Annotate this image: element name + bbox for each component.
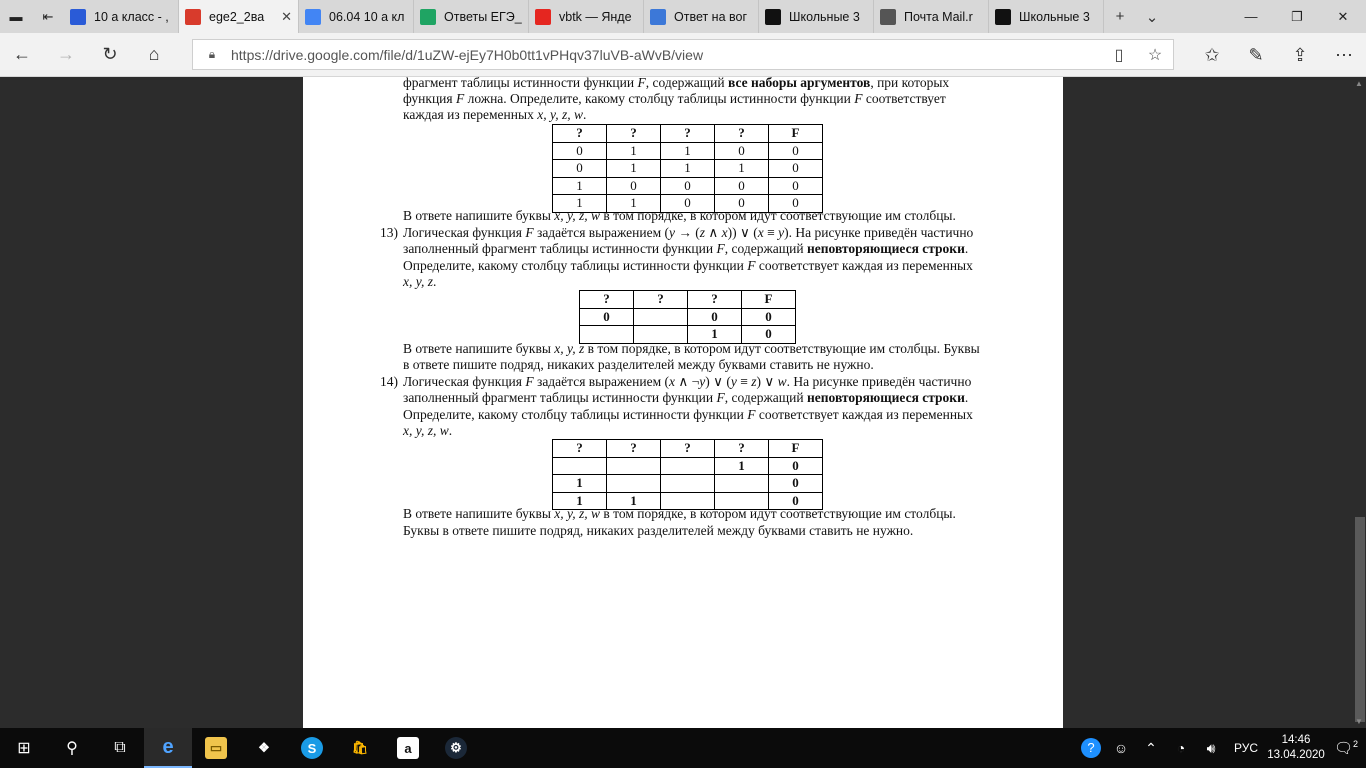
text-line: заполненный фрагмент таблицы истинности функции F, содержащий неповторяющиеся строки. bbox=[403, 241, 969, 256]
home-icon[interactable]: ⌂ bbox=[148, 44, 160, 64]
table-header-row bbox=[580, 291, 796, 309]
show-hidden-icons-chevron[interactable]: ⌃ bbox=[1145, 739, 1157, 756]
table-cell: 1 bbox=[553, 475, 607, 493]
people-icon[interactable]: ☺ bbox=[1113, 740, 1129, 756]
web-note-icon[interactable]: ✎ bbox=[1248, 44, 1264, 65]
browser-tab[interactable] bbox=[759, 0, 874, 33]
table-cell: 1 bbox=[607, 492, 661, 510]
table-cell: 1 bbox=[661, 142, 715, 160]
search-icon[interactable]: ⚲ bbox=[66, 740, 78, 757]
table-cell: 0 bbox=[553, 160, 607, 178]
browser-tab[interactable] bbox=[414, 0, 529, 33]
clock-time: 14:46 bbox=[1281, 734, 1311, 746]
table-cell: 1 bbox=[688, 326, 742, 344]
table-cell bbox=[607, 475, 661, 493]
notification-count: 2 bbox=[1353, 739, 1359, 749]
browser-tab[interactable] bbox=[874, 0, 989, 33]
text-line: в ответе пишите подряд, никаких разделителей между буквами ставить не нужно. bbox=[403, 357, 874, 372]
text-line: x, y, z, w. bbox=[403, 423, 453, 438]
file-explorer-icon[interactable]: ▭ bbox=[192, 728, 240, 768]
network-icon[interactable]: ◔ bbox=[1176, 740, 1186, 756]
table-cell: 0 bbox=[661, 195, 715, 213]
table-cell bbox=[715, 475, 769, 493]
forward-icon[interactable]: → bbox=[57, 44, 75, 64]
table-cell: 0 bbox=[769, 457, 823, 475]
table-cell: 1 bbox=[553, 177, 607, 195]
table-cell: 0 bbox=[769, 142, 823, 160]
table-cell: 1 bbox=[607, 142, 661, 160]
answer-instructions-q14: В ответе напишите буквы x, y, z, w в том порядке, в котором идут соответствующие им столбцы. bbox=[403, 506, 956, 521]
browser-tab[interactable] bbox=[989, 0, 1104, 33]
table-row bbox=[553, 177, 823, 195]
volume-icon[interactable]: 🔊︎ bbox=[1206, 739, 1216, 756]
znanija-icon bbox=[995, 9, 1011, 25]
tab-strip bbox=[0, 0, 1366, 33]
truth-table-q12 bbox=[552, 124, 823, 213]
minimize-icon[interactable]: — bbox=[1244, 9, 1258, 24]
doc-icon bbox=[70, 9, 86, 25]
question-14-text: Логическая функция F задаётся выражением (x ∧ ¬y) ∨ (y ≡ z) ∨ w. На рисунке приведён частично bbox=[403, 374, 972, 389]
edge-taskbar-icon[interactable]: e bbox=[144, 728, 192, 768]
start-windows-icon[interactable]: ⊞ bbox=[17, 740, 31, 757]
store-icon[interactable]: 🛍︎ bbox=[351, 740, 369, 755]
table-cell bbox=[634, 308, 688, 326]
text-line: заполненный фрагмент таблицы истинности функции F, содержащий неповторяющиеся строки. bbox=[403, 390, 969, 405]
steam-icon[interactable]: ⚙ bbox=[432, 728, 480, 768]
clock[interactable] bbox=[1266, 733, 1326, 763]
table-cell: 1 bbox=[607, 195, 661, 213]
table-row bbox=[553, 457, 823, 475]
reading-view-icon[interactable]: ▯ bbox=[1114, 46, 1124, 64]
table-cell bbox=[661, 457, 715, 475]
table-cell: 1 bbox=[607, 160, 661, 178]
browser-tab[interactable] bbox=[64, 0, 179, 33]
tab-title: Школьные 3 bbox=[789, 9, 860, 24]
truth-table-q13 bbox=[579, 290, 796, 344]
help-icon[interactable]: ? bbox=[1076, 738, 1106, 758]
table-cell: 0 bbox=[553, 142, 607, 160]
text-line: Определите, какому столбцу таблицы истинности функции F соответствует каждая из переменных bbox=[403, 258, 973, 273]
yandex-icon bbox=[535, 9, 551, 25]
table-row bbox=[580, 308, 796, 326]
restore-icon[interactable]: ❐ bbox=[1291, 8, 1303, 24]
table-row bbox=[553, 475, 823, 493]
browser-tab[interactable] bbox=[644, 0, 759, 33]
table-cell: 0 bbox=[580, 308, 634, 326]
dropbox-icon[interactable]: ❖ bbox=[258, 740, 270, 755]
table-cell bbox=[607, 457, 661, 475]
browser-tab[interactable] bbox=[179, 0, 299, 33]
scrollbar-thumb[interactable] bbox=[1355, 517, 1365, 722]
windows-taskbar bbox=[0, 728, 1366, 768]
close-window-icon[interactable]: ✕ bbox=[1337, 8, 1349, 24]
tab-title: vbtk — Янде bbox=[559, 9, 632, 24]
table-header-cell: ? bbox=[688, 291, 742, 309]
pdf-page bbox=[303, 77, 1063, 728]
table-header-cell: ? bbox=[553, 440, 607, 458]
table-header-cell: ? bbox=[715, 440, 769, 458]
text-line: каждая из переменных x, y, z, w. bbox=[403, 107, 587, 122]
text-line: фрагмент таблицы истинности функции F, содержащий все наборы аргументов, при которых bbox=[403, 75, 950, 90]
favorites-hub-icon[interactable]: ✩ bbox=[1204, 44, 1220, 65]
table-header-cell: ? bbox=[661, 440, 715, 458]
set-aside-tabs-icon[interactable]: ⇤ bbox=[42, 8, 54, 24]
table-cell: 0 bbox=[742, 308, 796, 326]
table-cell: 0 bbox=[742, 326, 796, 344]
favorite-star-icon[interactable]: ☆ bbox=[1147, 46, 1163, 64]
address-bar[interactable] bbox=[192, 39, 1174, 70]
table-cell bbox=[661, 475, 715, 493]
tab-title: Почта Mail.r bbox=[904, 9, 973, 24]
table-cell: 1 bbox=[715, 457, 769, 475]
table-header-cell: F bbox=[769, 125, 823, 143]
znanija-icon bbox=[765, 9, 781, 25]
table-cell bbox=[553, 457, 607, 475]
text-line: функция F ложна. Определите, какому столбцу таблицы истинности функции F соответствует bbox=[403, 91, 946, 106]
browser-tab[interactable] bbox=[299, 0, 414, 33]
table-header-cell: F bbox=[742, 291, 796, 309]
text-line: x, y, z. bbox=[403, 274, 437, 289]
table-header-cell: ? bbox=[607, 440, 661, 458]
table-header-cell: ? bbox=[607, 125, 661, 143]
lock-icon: 🔒︎ bbox=[208, 47, 216, 61]
navigation-bar bbox=[0, 33, 1366, 77]
mail-icon bbox=[880, 9, 896, 25]
pdf-icon bbox=[185, 9, 201, 25]
answer-instructions-q12: В ответе напишите буквы x, y, z, w в том порядке, в котором идут соответствующие им столбцы. bbox=[403, 208, 956, 223]
text-line: Буквы в ответе пишите подряд, никаких разделителей между буквами ставить не нужно. bbox=[403, 523, 914, 538]
table-row bbox=[553, 160, 823, 178]
table-header-cell: ? bbox=[634, 291, 688, 309]
table-header-cell: ? bbox=[661, 125, 715, 143]
pdf-viewer bbox=[0, 77, 1366, 728]
browser-tab[interactable] bbox=[529, 0, 644, 33]
question-13-text: Логическая функция F задаётся выражением (y → (z ∧ x)) ∨ (x ≡ y). На рисунке приведён частично bbox=[403, 225, 974, 240]
table-cell: 0 bbox=[688, 308, 742, 326]
url-text[interactable]: https://drive.google.com/file/d/1uZW-ejEy7H0b0tt1vPHqv37luVB-aWvB/view bbox=[231, 46, 704, 63]
text-line: Определите, какому столбцу таблицы истинности функции F соответствует каждая из переменных bbox=[403, 407, 973, 422]
question-number-13: 13) bbox=[380, 225, 398, 240]
table-cell: 0 bbox=[715, 177, 769, 195]
table-cell: 0 bbox=[661, 177, 715, 195]
table-cell: 1 bbox=[553, 492, 607, 510]
more-icon[interactable]: ⋯ bbox=[1335, 44, 1353, 65]
table-cell: 0 bbox=[607, 177, 661, 195]
close-tab-icon[interactable]: ✕ bbox=[281, 8, 292, 24]
clock-date: 13.04.2020 bbox=[1267, 749, 1325, 761]
table-header-cell: ? bbox=[580, 291, 634, 309]
docs-icon bbox=[305, 9, 321, 25]
amazon-icon[interactable]: a bbox=[384, 728, 432, 768]
truth-table-q14 bbox=[552, 439, 823, 510]
tab-title: Ответы ЕГЭ_ bbox=[444, 9, 522, 24]
answer-instructions-q13: В ответе напишите буквы x, y, z в том порядке, в котором идут соответствующие им столбцы. Буквы bbox=[403, 341, 980, 356]
table-cell: 1 bbox=[661, 160, 715, 178]
table-cell: 0 bbox=[769, 177, 823, 195]
back-icon[interactable]: ← bbox=[13, 44, 31, 64]
table-header-cell: ? bbox=[553, 125, 607, 143]
question-number-14: 14) bbox=[380, 374, 398, 389]
action-center-icon[interactable]: 🗨︎$^2$ bbox=[1333, 739, 1359, 757]
tab-title: 10 а класс - , bbox=[94, 9, 169, 24]
tab-actions-icon[interactable]: ▬ bbox=[9, 9, 23, 24]
table-cell: 1 bbox=[553, 195, 607, 213]
table-header-row bbox=[553, 440, 823, 458]
drive-icon bbox=[420, 9, 436, 25]
table-cell: 0 bbox=[715, 195, 769, 213]
tab-preview-chevron-icon[interactable]: ⌄ bbox=[1145, 8, 1159, 26]
tab-title: ege2_2ва bbox=[209, 9, 265, 24]
refresh-icon[interactable]: ↻ bbox=[102, 44, 118, 64]
new-tab-icon[interactable]: + bbox=[1115, 8, 1125, 25]
tab-title: 06.04 10 а кл bbox=[329, 9, 405, 24]
table-cell: 0 bbox=[769, 475, 823, 493]
table-cell: 1 bbox=[715, 160, 769, 178]
table-cell: 0 bbox=[769, 492, 823, 510]
table-header-cell: ? bbox=[715, 125, 769, 143]
skype-icon[interactable]: S bbox=[288, 728, 336, 768]
table-header-row bbox=[553, 125, 823, 143]
tab-title: Школьные 3 bbox=[1019, 9, 1090, 24]
vertical-scrollbar[interactable] bbox=[1352, 77, 1366, 728]
input-language[interactable]: РУС bbox=[1233, 741, 1259, 755]
table-cell: 0 bbox=[715, 142, 769, 160]
scroll-down-icon[interactable]: ▼ bbox=[1355, 717, 1363, 726]
table-header-cell: F bbox=[769, 440, 823, 458]
table-row bbox=[553, 142, 823, 160]
share-icon[interactable]: ⇪ bbox=[1292, 44, 1308, 65]
table-cell: 0 bbox=[769, 195, 823, 213]
tab-title: Ответ на вог bbox=[674, 9, 748, 24]
task-view-icon[interactable]: ⧉ bbox=[114, 739, 126, 756]
table-cell: 0 bbox=[769, 160, 823, 178]
scroll-up-icon[interactable]: ▲ bbox=[1355, 79, 1363, 88]
atom-icon bbox=[650, 9, 666, 25]
